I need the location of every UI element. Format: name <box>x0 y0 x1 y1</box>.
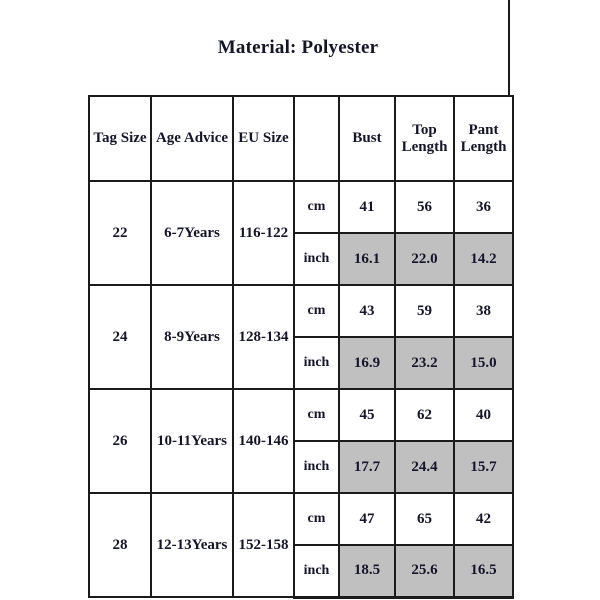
unit-label-inch: inch <box>294 337 339 389</box>
col-header-eu-size: EU Size <box>233 96 294 181</box>
unit-label-cm: cm <box>294 181 339 233</box>
bust-inch-value: 16.9 <box>339 337 395 389</box>
bust-cm-value: 45 <box>339 389 395 441</box>
eu-size-value: 152-158 <box>233 493 294 597</box>
bust-inch-value: 17.7 <box>339 441 395 493</box>
col-header-tag-size: Tag Size <box>89 96 151 181</box>
bust-cm-value: 43 <box>339 285 395 337</box>
pant-length-cm-value: 40 <box>454 389 513 441</box>
size-table <box>88 95 514 599</box>
tag-size-value: 28 <box>89 493 151 597</box>
unit-label-inch: inch <box>294 233 339 285</box>
unit-label-cm: cm <box>294 285 339 337</box>
age-advice-value: 6-7Years <box>151 181 233 285</box>
pant-length-cm-value: 42 <box>454 493 513 545</box>
unit-label-cm: cm <box>294 493 339 545</box>
unit-label-cm: cm <box>294 389 339 441</box>
table-row <box>89 389 513 441</box>
top-length-inch-value: 24.4 <box>395 441 454 493</box>
top-length-cm-value: 59 <box>395 285 454 337</box>
col-header-unit <box>294 96 339 181</box>
table-row <box>89 181 513 233</box>
tag-size-value: 22 <box>89 181 151 285</box>
age-advice-value: 8-9Years <box>151 285 233 389</box>
tag-size-value: 24 <box>89 285 151 389</box>
top-length-inch-value: 22.0 <box>395 233 454 285</box>
bust-inch-value: 18.5 <box>339 545 395 597</box>
material-title: Material: Polyester <box>217 36 379 58</box>
bust-cm-value: 47 <box>339 493 395 545</box>
tag-size-value: 26 <box>89 389 151 493</box>
table-header-row <box>89 96 513 181</box>
pant-length-inch-value: 14.2 <box>454 233 513 285</box>
top-length-cm-value: 62 <box>395 389 454 441</box>
bust-inch-value: 16.1 <box>339 233 395 285</box>
pant-length-cm-value: 36 <box>454 181 513 233</box>
col-header-bust: Bust <box>339 96 395 181</box>
eu-size-value: 116-122 <box>233 181 294 285</box>
table-row <box>89 285 513 337</box>
top-length-inch-value: 23.2 <box>395 337 454 389</box>
bust-cm-value: 41 <box>339 181 395 233</box>
age-advice-value: 10-11Years <box>151 389 233 493</box>
col-header-pant-length: Pant Length <box>454 96 513 181</box>
table-row <box>89 493 513 545</box>
eu-size-value: 128-134 <box>233 285 294 389</box>
top-length-cm-value: 56 <box>395 181 454 233</box>
top-length-cm-value: 65 <box>395 493 454 545</box>
title-box <box>88 0 510 95</box>
top-length-inch-value: 25.6 <box>395 545 454 597</box>
col-header-age-advice: Age Advice <box>151 96 233 181</box>
pant-length-inch-value: 15.0 <box>454 337 513 389</box>
age-advice-value: 12-13Years <box>151 493 233 597</box>
unit-label-inch: inch <box>294 441 339 493</box>
eu-size-value: 140-146 <box>233 389 294 493</box>
pant-length-inch-value: 16.5 <box>454 545 513 597</box>
pant-length-inch-value: 15.7 <box>454 441 513 493</box>
unit-label-inch: inch <box>294 545 339 597</box>
pant-length-cm-value: 38 <box>454 285 513 337</box>
col-header-top-length: Top Length <box>395 96 454 181</box>
